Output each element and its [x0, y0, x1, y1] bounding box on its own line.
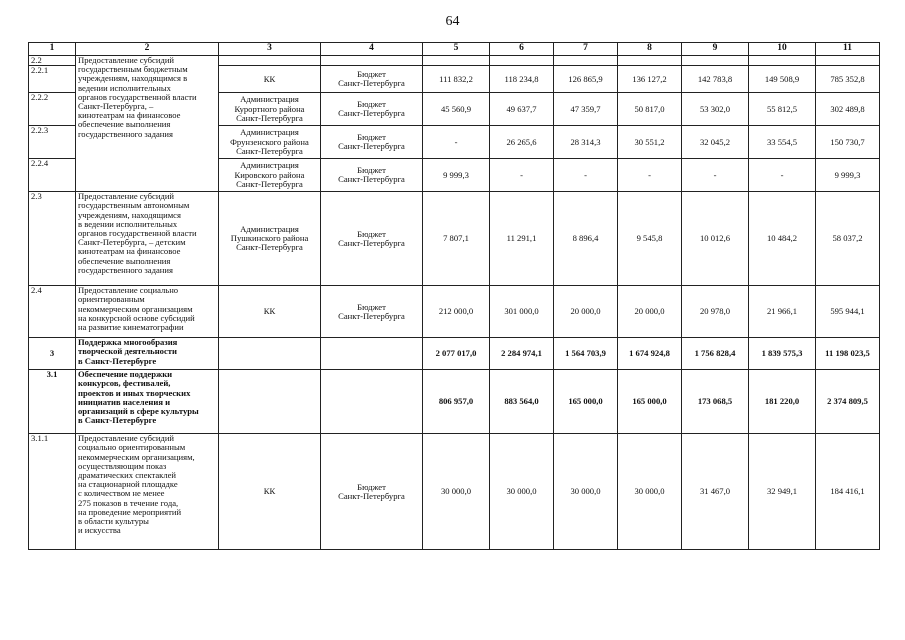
header-cell: 3 [219, 43, 321, 56]
value-cell: 28 314,3 [554, 126, 618, 159]
header-cell: 2 [76, 43, 219, 56]
value-cell: 9 999,3 [816, 159, 880, 192]
value-cell: 165 000,0 [618, 370, 682, 434]
header-cell: 10 [749, 43, 816, 56]
empty-cell [321, 370, 423, 434]
source-cell: Бюджет Санкт-Петербурга [321, 159, 423, 192]
value-cell: 53 302,0 [682, 93, 749, 126]
source-cell: Бюджет Санкт-Петербурга [321, 434, 423, 550]
value-cell: 30 000,0 [490, 434, 554, 550]
value-cell: 302 489,8 [816, 93, 880, 126]
row-id: 2.2.2 [29, 93, 76, 126]
value-cell: 49 637,7 [490, 93, 554, 126]
executor-cell: Администрация Пушкинского района Санкт-Петербурга [219, 192, 321, 286]
value-cell: 20 000,0 [618, 286, 682, 338]
value-cell: 2 284 974,1 [490, 338, 554, 370]
budget-table [28, 42, 880, 550]
table-row [29, 338, 880, 370]
row-description: Предоставление социально ориентированным некоммерческим организациям на конкурсной основе субсидий на развитие кинематографии [76, 286, 219, 338]
value-cell: 1 564 703,9 [554, 338, 618, 370]
value-cell: - [490, 159, 554, 192]
value-cell: 149 508,9 [749, 66, 816, 93]
value-cell: 118 234,8 [490, 66, 554, 93]
value-cell: 47 359,7 [554, 93, 618, 126]
empty-cell [423, 56, 490, 66]
empty-cell [554, 56, 618, 66]
value-cell: 142 783,8 [682, 66, 749, 93]
empty-cell [682, 56, 749, 66]
value-cell: 26 265,6 [490, 126, 554, 159]
row-description: Предоставление субсидий социально ориентированным некоммерческим организациям, осуществляющим показ драматических спектаклей на стационарной площадке с количеством не менее 275 показов в течение года, на проведение мероприятий в области культуры и искусства [76, 434, 219, 550]
executor-cell: Администрация Кировского района Санкт-Петербурга [219, 159, 321, 192]
value-cell: 2 077 017,0 [423, 338, 490, 370]
empty-cell [219, 370, 321, 434]
row-description: Поддержка многообразия творческой деятельности в Санкт-Петербурге [76, 338, 219, 370]
executor-cell: КК [219, 434, 321, 550]
row-description: Предоставление субсидий государственным бюджетным учреждениям, находящимся в ведении исполнительных органов государственной власти Санкт-Петербурга, – кинотеатрам на финансовое обеспечение выполнения государственного задания [76, 56, 219, 192]
header-cell: 6 [490, 43, 554, 56]
value-cell: 136 127,2 [618, 66, 682, 93]
row-id: 3.1.1 [29, 434, 76, 550]
table-row [29, 192, 880, 286]
header-cell: 4 [321, 43, 423, 56]
executor-cell: КК [219, 286, 321, 338]
source-cell: Бюджет Санкт-Петербурга [321, 126, 423, 159]
empty-cell [618, 56, 682, 66]
empty-cell [321, 338, 423, 370]
row-id: 2.2.4 [29, 159, 76, 192]
source-cell: Бюджет Санкт-Петербурга [321, 192, 423, 286]
table-row [29, 370, 880, 434]
value-cell: 11 198 023,5 [816, 338, 880, 370]
value-cell: 806 957,0 [423, 370, 490, 434]
table-row [29, 434, 880, 550]
source-cell: Бюджет Санкт-Петербурга [321, 66, 423, 93]
header-cell: 1 [29, 43, 76, 56]
value-cell: 150 730,7 [816, 126, 880, 159]
value-cell: 126 865,9 [554, 66, 618, 93]
value-cell: 1 674 924,8 [618, 338, 682, 370]
value-cell: 50 817,0 [618, 93, 682, 126]
value-cell: 9 545,8 [618, 192, 682, 286]
header-cell: 9 [682, 43, 749, 56]
row-id: 3.1 [29, 370, 76, 434]
value-cell: 1 839 575,3 [749, 338, 816, 370]
executor-cell: КК [219, 66, 321, 93]
value-cell: 32 045,2 [682, 126, 749, 159]
header-cell: 8 [618, 43, 682, 56]
value-cell: 20 000,0 [554, 286, 618, 338]
source-cell: Бюджет Санкт-Петербурга [321, 93, 423, 126]
value-cell: 10 012,6 [682, 192, 749, 286]
value-cell: 21 966,1 [749, 286, 816, 338]
value-cell: 1 756 828,4 [682, 338, 749, 370]
value-cell: 9 999,3 [423, 159, 490, 192]
value-cell: 55 812,5 [749, 93, 816, 126]
value-cell: 20 978,0 [682, 286, 749, 338]
row-id: 2.2 [29, 56, 76, 66]
value-cell: 883 564,0 [490, 370, 554, 434]
empty-cell [321, 56, 423, 66]
source-cell: Бюджет Санкт-Петербурга [321, 286, 423, 338]
header-cell: 5 [423, 43, 490, 56]
value-cell: 30 000,0 [423, 434, 490, 550]
value-cell: - [618, 159, 682, 192]
row-id: 2.2.3 [29, 126, 76, 159]
value-cell: 595 944,1 [816, 286, 880, 338]
empty-cell [816, 56, 880, 66]
row-description: Обеспечение поддержки конкурсов, фестивалей, проектов и иных творческих инициатив населения и организаций в сфере культуры в Санкт-Петербурге [76, 370, 219, 434]
value-cell: 165 000,0 [554, 370, 618, 434]
value-cell: 58 037,2 [816, 192, 880, 286]
value-cell: 32 949,1 [749, 434, 816, 550]
page-number: 64 [445, 14, 460, 29]
table-row [29, 286, 880, 338]
empty-cell [219, 56, 321, 66]
value-cell: 10 484,2 [749, 192, 816, 286]
header-cell: 11 [816, 43, 880, 56]
value-cell: 181 220,0 [749, 370, 816, 434]
value-cell: - [423, 126, 490, 159]
value-cell: 30 000,0 [554, 434, 618, 550]
row-id: 2.4 [29, 286, 76, 338]
empty-cell [490, 56, 554, 66]
value-cell: - [554, 159, 618, 192]
table-row [29, 56, 880, 66]
header-cell: 7 [554, 43, 618, 56]
value-cell: 11 291,1 [490, 192, 554, 286]
value-cell: 785 352,8 [816, 66, 880, 93]
empty-cell [749, 56, 816, 66]
row-id: 3 [29, 338, 76, 370]
value-cell: 212 000,0 [423, 286, 490, 338]
row-description: Предоставление субсидий государственным автономным учреждениям, находящимся в ведении исполнительных органов государственной власти Санкт-Петербурга, – детским кинотеатрам на финансовое обеспечение выполнения государственного задания [76, 192, 219, 286]
executor-cell: Администрация Фрунзенского района Санкт-Петербурга [219, 126, 321, 159]
executor-cell: Администрация Курортного района Санкт-Петербурга [219, 93, 321, 126]
value-cell: 301 000,0 [490, 286, 554, 338]
value-cell: 8 896,4 [554, 192, 618, 286]
value-cell: 184 416,1 [816, 434, 880, 550]
header-row [29, 43, 880, 56]
value-cell: 7 807,1 [423, 192, 490, 286]
value-cell: 30 551,2 [618, 126, 682, 159]
value-cell: 45 560,9 [423, 93, 490, 126]
value-cell: 2 374 809,5 [816, 370, 880, 434]
row-id: 2.2.1 [29, 66, 76, 93]
row-id: 2.3 [29, 192, 76, 286]
value-cell: 173 068,5 [682, 370, 749, 434]
value-cell: - [682, 159, 749, 192]
empty-cell [219, 338, 321, 370]
value-cell: - [749, 159, 816, 192]
value-cell: 31 467,0 [682, 434, 749, 550]
value-cell: 111 832,2 [423, 66, 490, 93]
value-cell: 33 554,5 [749, 126, 816, 159]
value-cell: 30 000,0 [618, 434, 682, 550]
